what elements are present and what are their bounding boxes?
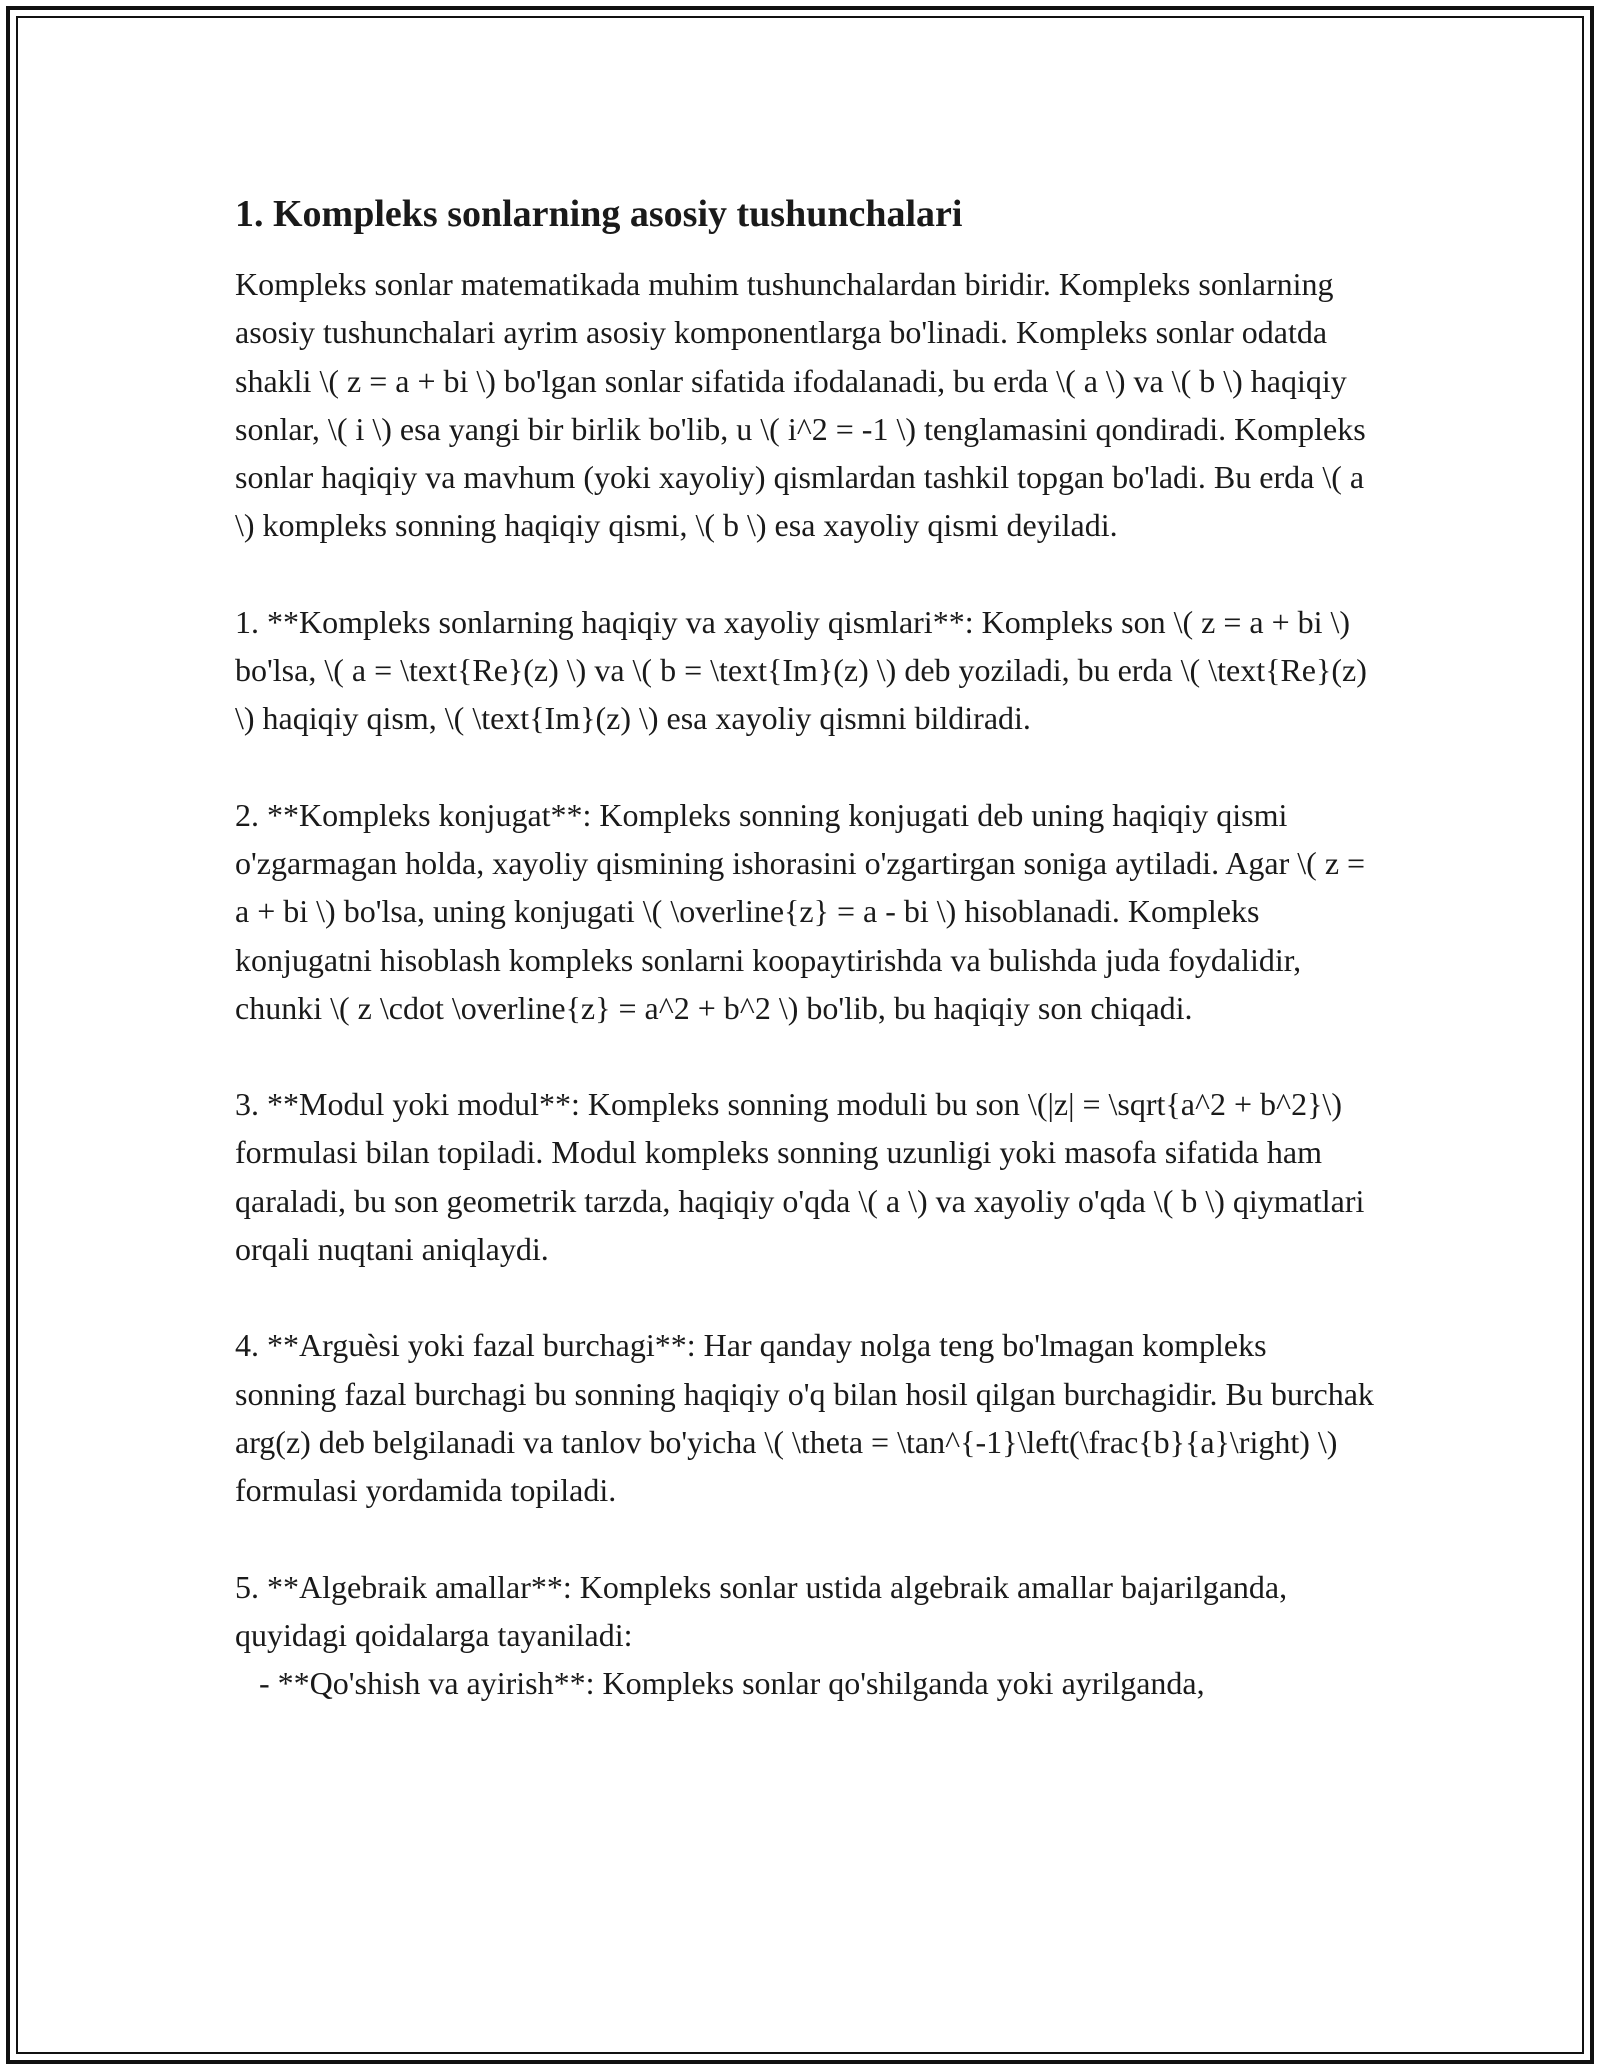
list-item-algebraic-operations: 5. **Algebraik amallar**: Kompleks sonlar ustida algebraik amallar bajarilganda, quyidagi qoidalarga tayaniladi: - **Qo'shish va ayirish**: Kompleks sonlar qo'shilganda yoki ayrilganda, — [235, 1568, 1288, 1702]
list-item-complex-conjugate: 2. **Kompleks konjugat**: Kompleks sonning konjugati deb uning haqiqiy qismi o'zgarmagan holda, xayoliy qismining ishorasini o'zgartirgan soniga aytiladi. Agar \( z = a + bi \) bo'lsa, uning konjugati \( \overline{z} = a - bi \) hisoblanadi. Kompleks konjugatni hisoblash kompleks sonlarni koopaytirishda va bulishda juda foydalidir, chunki \( z \cdot \overline{z} = a^2 + b^2 \) bo'lib, bu haqiqiy son chiqadi. — [235, 796, 1374, 1026]
paragraph-gap — [235, 1273, 1375, 1321]
list-item-argument: 4. **Arguèsi yoki fazal burchagi**: Har qanday nolga teng bo'lmagan kompleks sonning fazal burchagi bu sonning haqiqiy o'q bilan hosil qilgan burchagidir. Bu burchak arg(z) deb belgilanadi va tanlov bo'yicha \( \theta = \tan^{-1}\left(\frac{b}{a}\right) \) formulasi yordamida topiladi. — [235, 1327, 1382, 1509]
document-body — [235, 188, 1382, 1707]
section-heading: 1. Kompleks sonlarning asosiy tushunchalari — [235, 193, 963, 235]
intro-paragraph: Kompleks sonlar matematikada muhim tushunchalardan biridir. Kompleks sonlarning asosiy tushunchalari ayrim asosiy komponentlarga bo'linadi. Kompleks sonlar odatda shakli \( z = a + bi \) bo'lgan sonlar sifatida ifodalanadi, bu erda \( a \) va \( b \) haqiqiy sonlar, \( i \) esa yangi bir birlik bo'lib, u \( i^2 = -1 \) tenglamasini qondiradi. Kompleks sonlar haqiqiy va mavhum (yoki xayoliy) qismlardan tashkil topgan bo'ladi. Bu erda \( a \) kompleks sonning haqiqiy qismi, \( b \) esa xayoliy qismi deyiladi. — [235, 266, 1374, 544]
list-item-modulus: 3. **Modul yoki modul**: Kompleks sonning moduli bu son \(|z| = \sqrt{a^2 + b^2}\) formulasi bilan topiladi. Modul kompleks sonning uzunligi yoki masofa sifatida ham qaraladi, bu son geometrik tarzda, haqiqiy o'qda \( a \) va xayoliy o'qda \( b \) qiymatlari orqali nuqtani aniqlaydi. — [235, 1086, 1373, 1268]
paragraph-gap — [235, 550, 1375, 598]
paragraph-gap — [235, 1515, 1375, 1563]
list-item-real-imaginary-parts: 1. **Kompleks sonlarning haqiqiy va xayoliy qismlari**: Kompleks son \( z = a + bi \) bo'lsa, \( a = \text{Re}(z) \) va \( b = \text{Im}(z) \) deb yoziladi, bu erda \( \text{Re}(z) \) haqiqiy qism, \( \text{Im}(z) \) esa xayoliy qismni bildiradi. — [235, 603, 1375, 737]
paragraph-gap — [235, 1032, 1375, 1080]
paragraph-gap — [235, 743, 1375, 791]
